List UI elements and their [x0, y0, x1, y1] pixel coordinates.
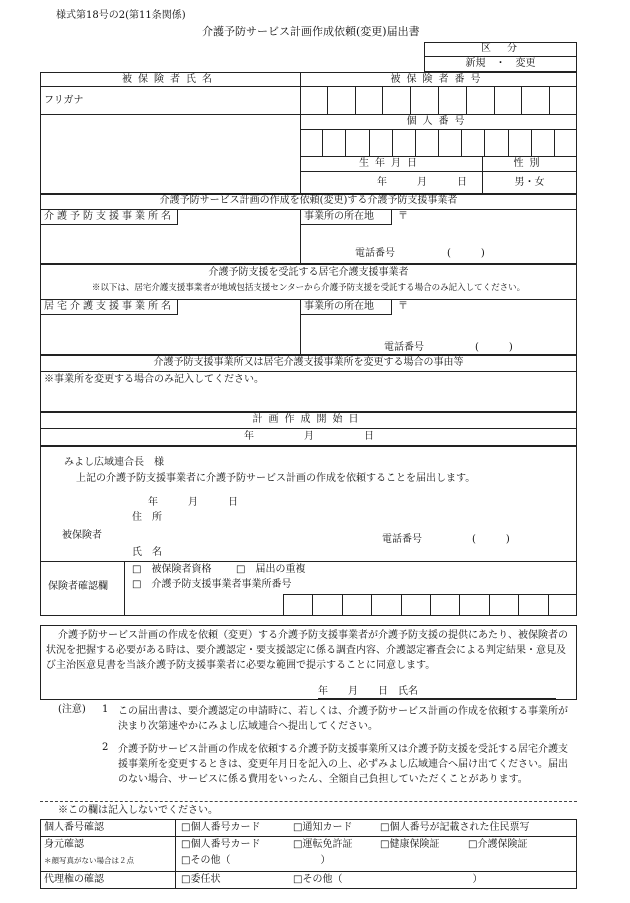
row2-opt4[interactable]: □介護保険証 [468, 839, 528, 850]
section2-phone-field[interactable]: ( ) [475, 342, 513, 353]
plan-start-label: 計画作成開始日 [252, 414, 365, 425]
kubun-options[interactable]: 新規 ・ 変更 [465, 58, 536, 69]
section2-note: ※以下は、居宅介護支援事業者が地域包括支援センターから介護予防支援を受託する場合のみ記入してください。 [91, 283, 526, 293]
personal-number-cells[interactable] [300, 129, 577, 156]
section2-heading: 介護予防支援を受託する居宅介護支援事業者 [208, 267, 409, 278]
section1-office-label: 介護予防支援事業所名 [40, 209, 178, 225]
declaration-phone-field[interactable]: ( ) [472, 534, 510, 545]
section2-postal-mark: 〒 [398, 301, 408, 312]
form-number: 様式第18号の2(第11条関係) [56, 10, 186, 21]
birthdate-field[interactable]: 年 月 日 [377, 177, 467, 188]
note1-number: 1 [102, 704, 109, 715]
row1-opt2[interactable]: □通知カード [293, 822, 353, 833]
sex-field[interactable]: 男・女 [514, 177, 545, 188]
furigana-label: フリガナ [44, 95, 84, 106]
plan-start-date[interactable]: 年 月 日 [244, 431, 374, 442]
row2-sub: ＊顔写真がない場合は２点 [44, 856, 134, 865]
declaration-date[interactable]: 年 月 日 [148, 497, 238, 508]
office-use-note: ※この欄は記入しないでください。 [58, 805, 218, 816]
section2-address-label: 事業所の所在地 [300, 299, 392, 315]
sex-label: 性別 [513, 158, 546, 169]
note2-text: 介護予防サービス計画の作成を依頼する介護予防支援事業所又は介護予防支援を受託する居宅介護支援事業所を変更するときは、変更年月日を記入の上、必ずみよし広域連合へ届け出てください。届出のない場合、サービスに係る費用をいったん、全額自己負担していただくことがあります。 [118, 744, 568, 785]
section1-address-label: 事業所の所在地 [300, 209, 392, 225]
insurer-check-label: 保険者確認欄 [48, 581, 108, 592]
addressee: みよし広域連合長 様 [64, 457, 164, 468]
row1-opt3[interactable]: □個人番号が記載された住民票写 [380, 822, 530, 833]
insurer-check-item3[interactable]: □ 介護予防支援事業者事業所番号 [132, 579, 292, 590]
row2-opt1[interactable]: □個人番号カード [181, 839, 261, 850]
row3-opt1[interactable]: □委任状 [181, 874, 221, 885]
section1-phone-field[interactable]: ( ) [447, 248, 485, 259]
page-title: 介護予防サービス計画作成依頼(変更)届出書 [202, 25, 420, 38]
row2-opt2[interactable]: □運転免許証 [293, 839, 353, 850]
insured-number-cells[interactable] [300, 86, 577, 114]
birthdate-label: 生年月日 [359, 158, 423, 169]
row2-opt3[interactable]: □健康保険証 [380, 839, 440, 850]
declaration-phone-label: 電話番号 [382, 534, 422, 545]
row3-label: 代理権の確認 [44, 874, 104, 885]
declaration-box [40, 446, 577, 616]
row2-opt5[interactable]: □その他（ ） [181, 855, 331, 866]
section2-phone-label: 電話番号 [384, 342, 424, 353]
consent-text: 介護予防サービス計画の作成を依頼（変更）する介護予防支援事業者が介護予防支援の提供にあたり、被保険者の状況を把握する必要がある時は、要介護認定・要支援認定に係る調査内容、介護認定審査会による判定結果・意見及び主治医意見書を当該介護予防支援事業者に必要な範囲で提示することに同意します。 [46, 630, 568, 671]
section2-office-label: 居宅介護支援事業所名 [40, 299, 178, 315]
row1-label: 個人番号確認 [44, 822, 104, 833]
section3-heading: 介護予防支援事業所又は居宅介護支援事業所を変更する場合の事由等 [153, 357, 464, 368]
notes-label: (注意) [58, 704, 86, 715]
insured-name-field[interactable] [42, 116, 298, 192]
name-label: 氏 名 [132, 547, 162, 558]
insured-name-label: 被保険者氏名 [122, 74, 218, 85]
address-label: 住 所 [132, 512, 162, 523]
insured-number-label: 被保険者番号 [390, 74, 487, 85]
personal-number-label: 個人番号 [406, 116, 471, 127]
section1-postal-mark: 〒 [398, 211, 408, 222]
consent-date-name[interactable]: 年 月 日 氏名 [318, 686, 418, 697]
section1-phone-label: 電話番号 [355, 248, 395, 259]
insurer-check-item1[interactable]: □ 被保険者資格 [132, 564, 212, 575]
row2-label: 身元確認 [44, 839, 84, 850]
row3-opt2[interactable]: □その他（ ） [293, 874, 483, 885]
kubun-label: 区 分 [481, 43, 520, 54]
insurer-check-item2[interactable]: □ 届出の重複 [236, 564, 306, 575]
note1-text: この届出書は、要介護認定の申請時に、若しくは、介護予防サービス計画の作成を依頼する事業所が決まり次第速やかにみよし広域連合へ提出してください。 [118, 706, 568, 732]
declaration-body: 上記の介護予防支援事業者に介護予防サービス計画の作成を依頼することを届出します。 [76, 473, 476, 484]
section1-heading: 介護予防サービス計画の作成を依頼(変更)する介護予防支援事業者 [159, 195, 458, 206]
office-number-cells[interactable] [283, 594, 577, 616]
insured-label: 被保険者 [62, 530, 102, 541]
row1-opt1[interactable]: □個人番号カード [181, 822, 261, 833]
section3-note: ※事業所を変更する場合のみ記入してください。 [44, 374, 264, 385]
note2-number: 2 [102, 742, 109, 753]
